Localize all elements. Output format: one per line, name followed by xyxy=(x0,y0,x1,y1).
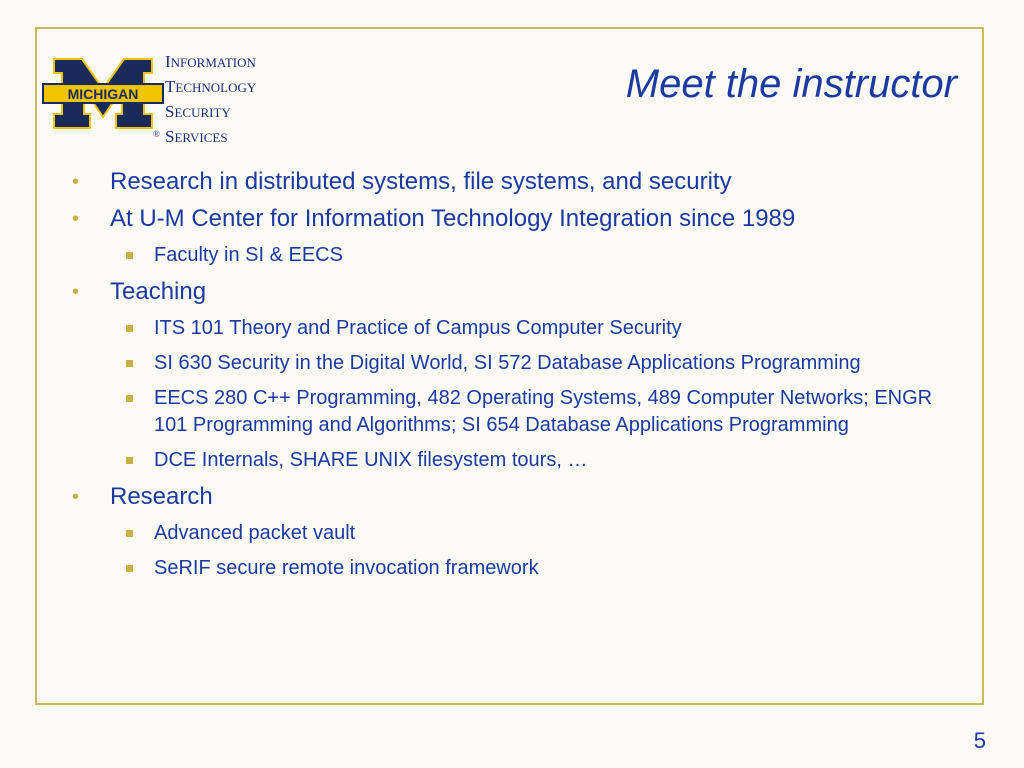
its-line-security: SECURITY xyxy=(165,102,231,121)
bullet-dot-icon: • xyxy=(72,171,80,193)
bullet-item: • Research in distributed systems, file systems, and security xyxy=(72,168,732,195)
bullet-list xyxy=(70,168,970,591)
sub-bullet-item: ITS 101 Theory and Practice of Campus Computer Security xyxy=(110,315,970,342)
square-bullet-icon xyxy=(126,565,133,572)
square-bullet-icon xyxy=(126,252,133,259)
its-line-technology: TECHNOLOGY xyxy=(165,77,257,96)
bullet-dot-icon: • xyxy=(72,281,80,303)
bullet-item: • At U-M Center for Information Technology Integration since 1989 Faculty in SI & EECS xyxy=(70,205,970,269)
bullet-dot-icon: • xyxy=(72,486,80,508)
square-bullet-icon xyxy=(126,360,133,367)
slide-title: Meet the instructor xyxy=(625,62,957,106)
sub-bullet-item: Faculty in SI & EECS xyxy=(110,242,970,269)
page-number: 5 xyxy=(973,728,986,753)
sub-bullet-item: SeRIF secure remote invocation framework xyxy=(110,555,970,582)
square-bullet-icon xyxy=(126,457,133,464)
registered-mark: ® xyxy=(153,129,160,139)
its-wordmark xyxy=(153,50,257,150)
sub-bullet-item: EECS 280 C++ Programming, 482 Operating Systems, 489 Computer Networks; ENGR 101 Programming and Algorithms; SI 654 Database Applications Programming xyxy=(110,385,970,439)
square-bullet-icon xyxy=(126,530,133,537)
its-line-information: INFORMATION xyxy=(165,52,256,71)
its-line-services: SERVICES xyxy=(165,127,228,146)
bullet-item: • Teaching ITS 101 Theory and Practice of Campus Computer Security SI 630 Security in the Digital World, SI 572 Database Applications Programming EECS 280 C++ Programming, 482 Operating Systems, 489 Computer Networks; ENGR 101 Programming and Algorithms; SI 654 Database Applications Programming DCE Internals, SHARE UNIX filesystem tours, … xyxy=(70,278,970,474)
sub-bullet-item: Advanced packet vault xyxy=(110,520,970,547)
square-bullet-icon xyxy=(126,325,133,332)
logo-wordmark: MICHIGAN xyxy=(67,86,139,102)
sub-bullet-item: DCE Internals, SHARE UNIX filesystem tours, … xyxy=(110,447,970,474)
square-bullet-icon xyxy=(126,395,133,402)
bullet-dot-icon: • xyxy=(72,208,80,230)
sub-bullet-item: SI 630 Security in the Digital World, SI 572 Database Applications Programming xyxy=(110,350,970,377)
bullet-item: • Research Advanced packet vault SeRIF secure remote invocation framework xyxy=(70,483,970,582)
michigan-block-m-logo xyxy=(42,57,164,130)
